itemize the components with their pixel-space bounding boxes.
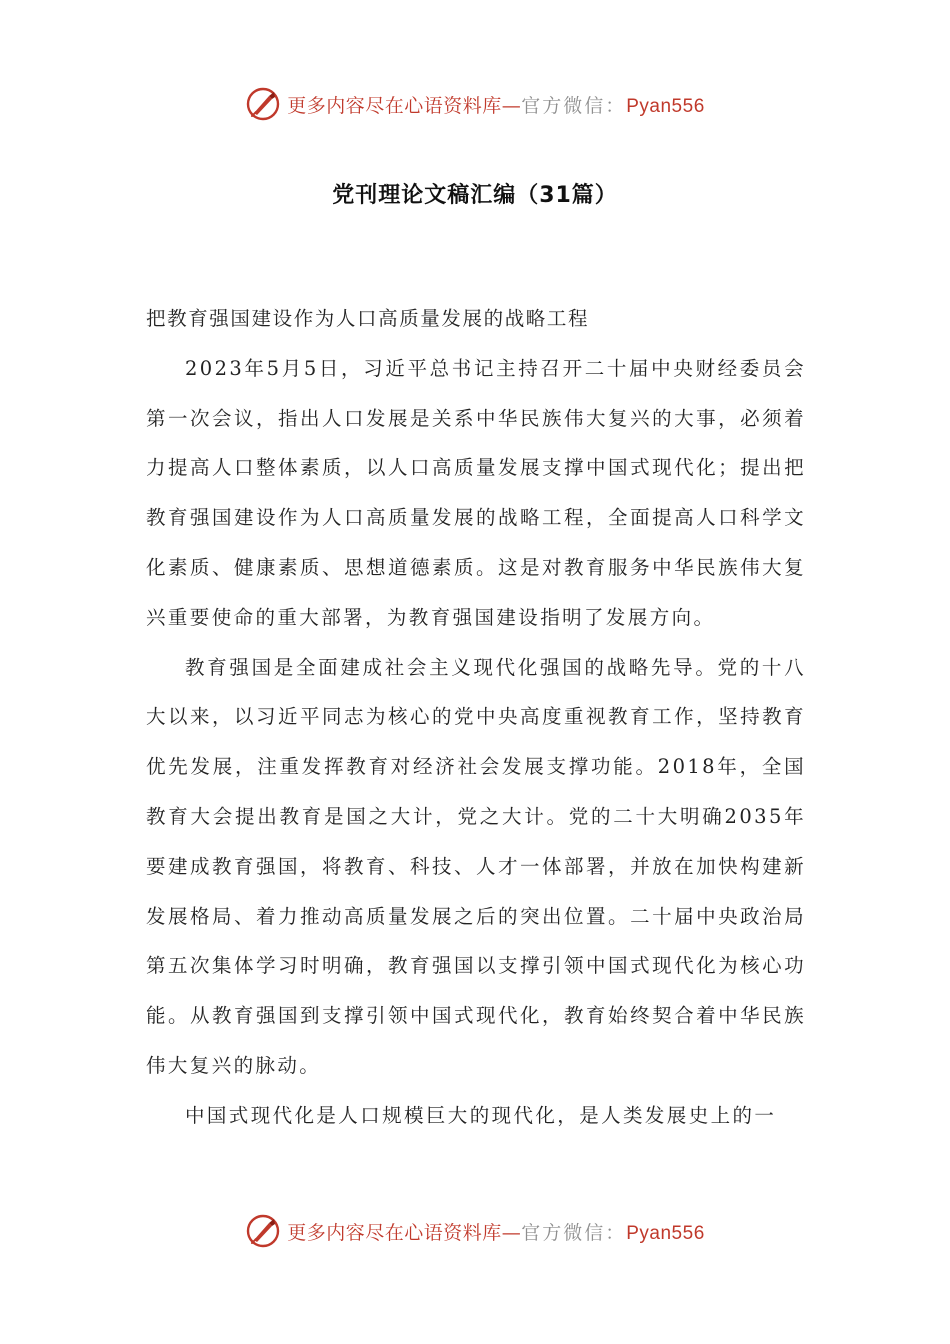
article-heading: 把教育强国建设作为人口高质量发展的战略工程 bbox=[146, 307, 590, 330]
paragraph-3: 中国式现代化是人口规模巨大的现代化，是人类发展史上的一 bbox=[185, 1103, 777, 1127]
banner-separator: — bbox=[501, 94, 522, 117]
paragraph-2: 教育强国是全面建成社会主义现代化强国的战略先导。党的十八大以来，以习近平同志为核心的党中央高度重视教育工作，坚持教育优先发展，注重发挥教育对经济社会发展支撑功能。2018年，全国教育大会提出教育是国之大计，党之大计。党的二十大明确2035年要建成教育强国，将教育、科技、人才一体部署，并放在加快构建新发展格局、着力推动高质量发展之后的突出位置。二十届中央政治局第五次集体学习时明确，教育强国以支撑引领中国式现代化为核心功能。从教育强国到支撑引领中国式现代化，教育始终契合着中华民族伟大复兴的脉动。 bbox=[146, 655, 806, 1077]
wechat-label: 官方微信： bbox=[521, 94, 627, 117]
banner-separator: — bbox=[501, 1221, 522, 1244]
footer-promo bbox=[287, 1218, 705, 1245]
paragraph-1: 2023年5月5日，习近平总书记主持召开二十届中央财经委员会第一次会议，指出人口发展是关系中华民族伟大复兴的大事，必须着力提高人口整体素质，以人口高质量发展支撑中国式现代化；提出把教育强国建设作为人口高质量发展的战略工程，全面提高人口科学文化素质、健康素质、思想道德素质。这是对教育服务中华民族伟大复兴重要使命的重大部署，为教育强国建设指明了发展方向。 bbox=[146, 356, 806, 629]
document-title: 党刊理论文稿汇编（31篇） bbox=[332, 183, 618, 208]
article-body bbox=[146, 294, 806, 1141]
promo-text: 更多内容尽在心语资料库 bbox=[287, 94, 502, 117]
wechat-id: Pyan556 bbox=[626, 95, 705, 117]
quill-logo-icon bbox=[245, 1213, 281, 1249]
wechat-id: Pyan556 bbox=[626, 1222, 705, 1244]
header-promo bbox=[287, 91, 705, 118]
promo-text: 更多内容尽在心语资料库 bbox=[287, 1221, 502, 1244]
wechat-label: 官方微信： bbox=[521, 1221, 627, 1244]
quill-logo-icon bbox=[245, 86, 281, 122]
header-banner bbox=[0, 84, 950, 124]
footer-banner bbox=[0, 1211, 950, 1251]
